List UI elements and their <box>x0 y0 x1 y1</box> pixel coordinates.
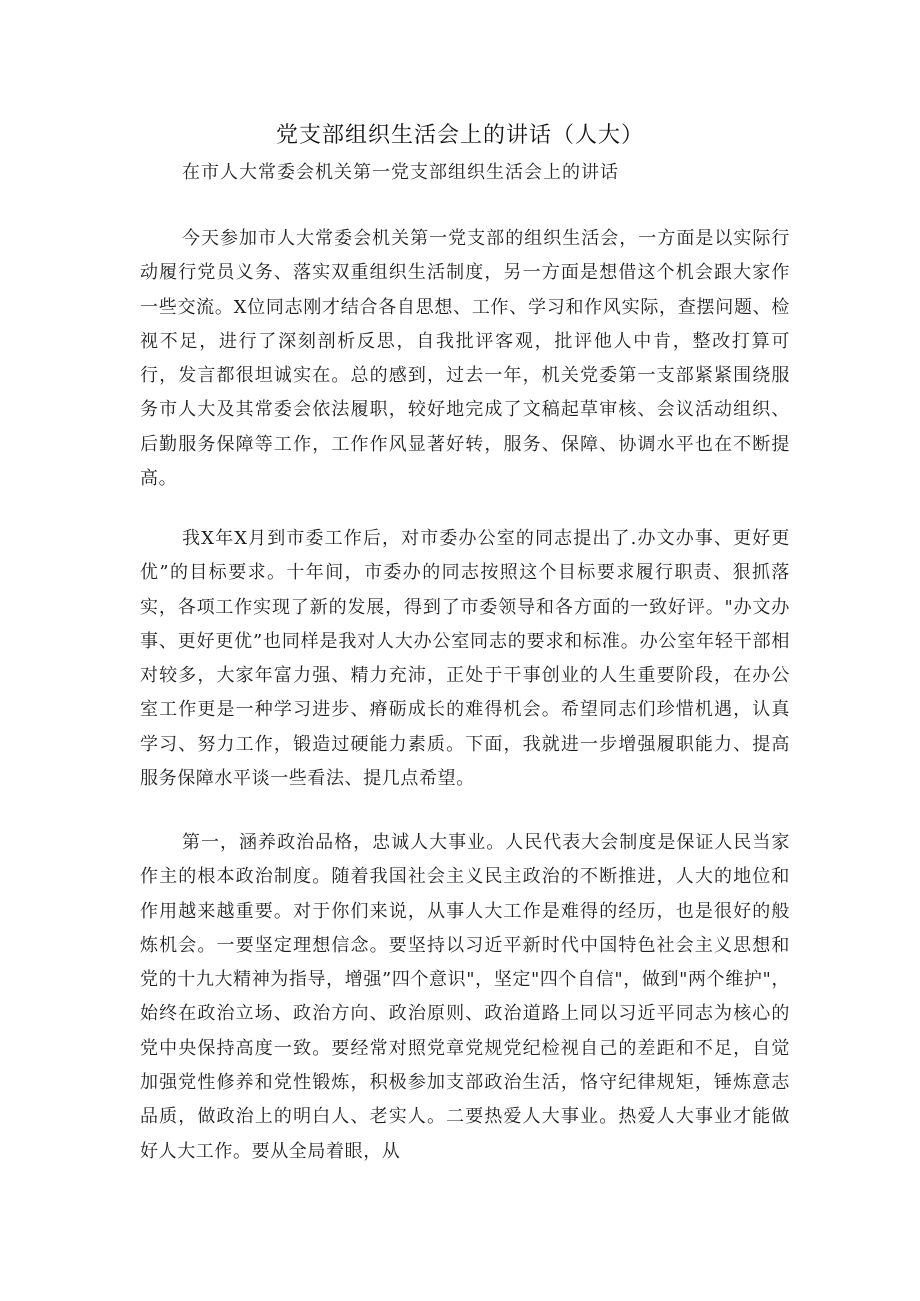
paragraph-3: 第一，涵养政治品格，忠诚人大事业。人民代表大会制度是保证人民当家作主的根本政治制度。随着我国社会主义民主政治的不断推进，人大的地位和作用越来越重要。对于你们来说，从事人大工作是难得的经历，也是很好的般炼机会。一要坚定理想信念。要坚持以习近平新时代中国特色社会主义思想和党的十九大精神为指导，增强”四个意识"，坚定"四个自信"，做到"两个维护"，始终在政治立场、政治方向、政治原则、政治道路上同以习近平同志为核心的党中央保持高度一致。要经常对照党章党规党纪检视自己的差距和不足，自觉加强党性修养和党性锻炼，积极参加支部政治生活，恪守纪律规矩，锤炼意志品质，做政治上的明白人、老实人。二要热爱人大事业。热爱人大事业才能做好人大工作。要从全局着眼，从 <box>140 832 790 1162</box>
document-subtitle: 在市人大常委会机关第一党支部组织生活会上的讲话 <box>182 162 619 183</box>
paragraph-1: 今天参加市人大常委会机关第一党支部的组织生活会，一方面是以实际行动履行党员义务、落实双重组织生活制度，另一方面是想借这个机会跟大家作一些交流。X位同志刚才结合各自思想、工作、学习和作风实际，查摆问题、检视不足，进行了深刻剖析反思，自我批评客观，批评他人中肯，整改打算可行，发言都很坦诚实在。总的感到，过去一年，机关党委第一支部紧紧围绕服务市人大及其常委会依法履职，较好地完成了文稿起草审核、会议活动组织、后勤服务保障等工作，工作作风显著好转，服务、保障、协调水平也在不断提高。 <box>140 228 790 490</box>
paragraph-2: 我X年X月到市委工作后，对市委办公室的同志提出了.办文办事、更好更优”的目标要求。十年间，市委办的同志按照这个目标要求履行职责、狠抓落实，各项工作实现了新的发展，得到了市委领导和各方面的一致好评。"办文办事、更好更优”也同样是我对人大办公室同志的要求和标准。办公室年轻干部相对较多，大家年富力强、精力充沛，正处于干事创业的人生重要阶段，在办公室工作更是一种学习进步、瘠砺成长的难得机会。希望同志们珍惜机遇，认真学习、努力工作，锻造过硬能力素质。下面，我就进一步增强履职能力、提高服务保障水平谈一些看法、提几点希望。 <box>140 528 790 790</box>
document-title: 党支部组织生活会上的讲话（人大） <box>275 123 644 148</box>
